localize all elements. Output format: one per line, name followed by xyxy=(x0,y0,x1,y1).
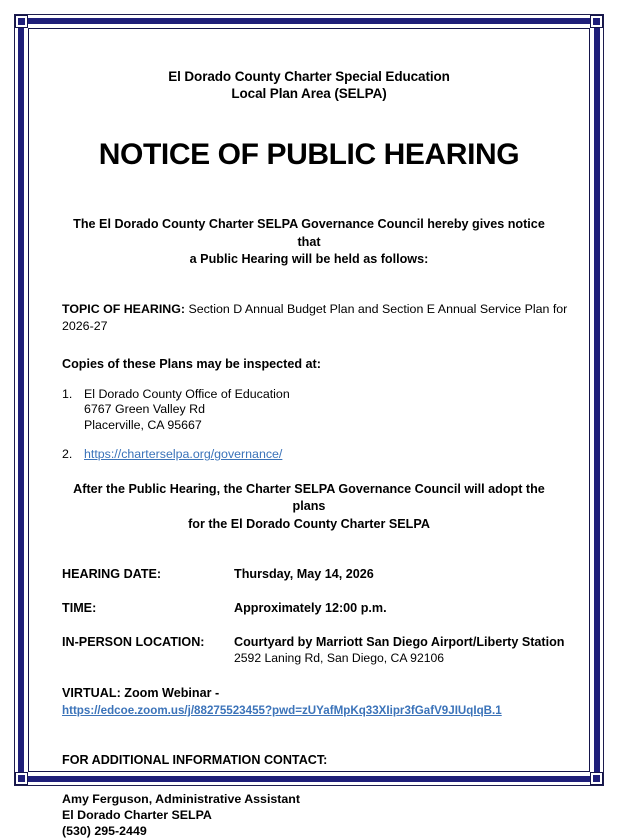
corner-dot-top-left xyxy=(18,18,25,25)
address-line2: 6767 Green Valley Rd xyxy=(84,402,205,416)
list-item-number: 2. xyxy=(62,447,73,461)
zoom-webinar-link[interactable]: https://edcoe.zoom.us/j/88275523455?pwd=zUYafMpKq33XIipr3fGafV9JIUqIqB.1 xyxy=(62,704,502,717)
list-item xyxy=(62,387,570,434)
contact-phone: (530) 295-2449 xyxy=(62,824,147,838)
time-label: TIME: xyxy=(62,601,97,615)
after-hearing-statement xyxy=(58,481,560,534)
charterselpa-governance-link[interactable]: https://charterselpa.org/governance/ xyxy=(84,447,283,461)
location-row xyxy=(62,635,570,665)
intro-line2: a Public Hearing will be held as follows: xyxy=(189,252,429,266)
contact-name: Amy Ferguson, Administrative Assistant xyxy=(62,792,300,806)
after-hearing-line1: After the Public Hearing, the Charter SELPA Governance Council will adopt the plans xyxy=(73,481,545,513)
list-item-number: 1. xyxy=(62,386,73,401)
time-row xyxy=(62,601,570,615)
address-line3: Placerville, CA 95667 xyxy=(84,417,202,432)
list-item xyxy=(62,447,570,463)
contact-heading: FOR ADDITIONAL INFORMATION CONTACT: xyxy=(62,753,328,767)
copies-heading: Copies of these Plans may be inspected at: xyxy=(62,356,321,371)
hearing-details xyxy=(62,567,570,665)
location-address: 2592 Laning Rd, San Diego, CA 92106 xyxy=(234,651,445,665)
organization-title-line2: Local Plan Area (SELPA) xyxy=(231,86,387,101)
virtual-meeting-section xyxy=(62,685,570,719)
intro-line1: The El Dorado County Charter SELPA Governance Council hereby gives notice that xyxy=(73,217,545,249)
document-content xyxy=(48,46,570,839)
topic-of-hearing xyxy=(62,301,570,335)
corner-dot-bottom-right xyxy=(593,775,600,782)
organization-title xyxy=(48,68,570,102)
contact-organization: El Dorado Charter SELPA xyxy=(62,808,212,822)
inspection-locations-list xyxy=(62,387,570,463)
topic-text: Section D Annual Budget Plan and Section E Annual Service Plan for 2026-27 xyxy=(62,301,568,333)
location-label: IN-PERSON LOCATION: xyxy=(62,635,205,649)
topic-label: TOPIC OF HEARING: xyxy=(62,301,185,316)
virtual-label: VIRTUAL: Zoom Webinar - xyxy=(62,686,220,700)
hearing-date-row xyxy=(62,567,570,581)
page-title: NOTICE OF PUBLIC HEARING xyxy=(98,138,520,171)
hearing-date-value: Thursday, May 14, 2026 xyxy=(234,567,374,581)
location-value: Courtyard by Marriott San Diego Airport/Liberty Station xyxy=(234,635,565,649)
list-item-address xyxy=(84,387,570,434)
organization-title-line1: El Dorado County Charter Special Education xyxy=(168,69,450,84)
after-hearing-line2: for the El Dorado County Charter SELPA xyxy=(188,516,430,531)
hearing-date-label: HEARING DATE: xyxy=(62,567,162,581)
corner-dot-bottom-left xyxy=(18,775,25,782)
time-value: Approximately 12:00 p.m. xyxy=(234,601,387,615)
intro-statement xyxy=(62,216,556,269)
corner-dot-top-right xyxy=(593,18,600,25)
contact-details xyxy=(62,791,570,839)
address-line1: El Dorado County Office of Education xyxy=(84,386,290,401)
